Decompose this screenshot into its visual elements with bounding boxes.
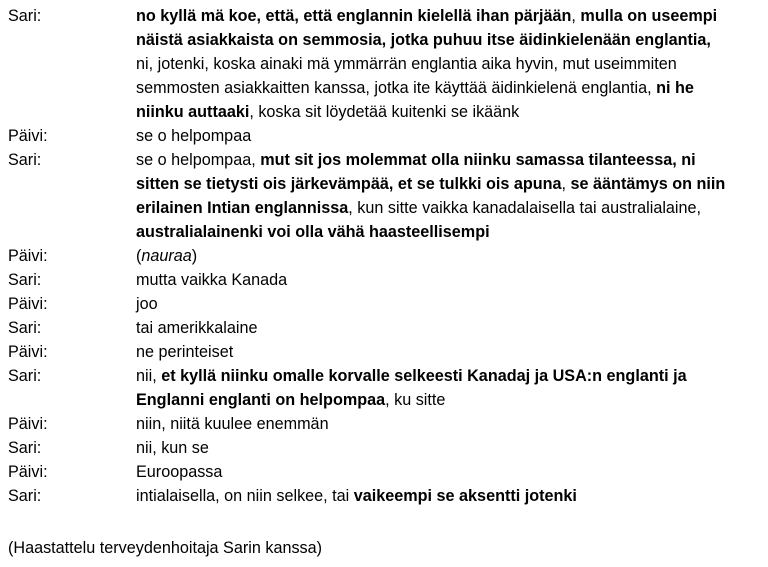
utterance: [136, 316, 764, 340]
utterance: [136, 148, 764, 244]
text-segment: Euroopassa: [136, 463, 223, 481]
emphasized-text: no kyllä mä koe, että, että englannin kielellä ihan pärjään: [136, 7, 572, 25]
utterance: [136, 292, 764, 316]
emphasized-text: Englanni englanti on helpompaa: [136, 391, 386, 409]
utterance: [136, 268, 764, 292]
utterance-line: [136, 292, 764, 316]
emphasized-text: mut sit jos molemmat olla niinku samassa tilanteessa, ni: [260, 151, 696, 169]
speaker-label: Sari:: [8, 487, 42, 505]
utterance-line: [136, 4, 764, 28]
emphasized-text: ni he: [656, 79, 694, 97]
emphasized-text: mulla on useempi: [580, 7, 718, 25]
text-segment: ni, jotenki, koska ainaki mä ymmärrän englantia aika hyvin, mut useimmiten: [136, 55, 677, 73]
text-segment: , ku sitte: [385, 391, 446, 409]
utterance-line: [136, 124, 764, 148]
speaker-label: Päivi:: [8, 295, 48, 313]
text-segment: ,: [571, 7, 581, 25]
emphasized-text: sitten se tietysti ois järkevämpää, et se tulkki ois apuna: [136, 175, 562, 193]
speaker-label: Päivi:: [8, 343, 48, 361]
transcript-turn: [8, 340, 764, 364]
italic-text: nauraa: [141, 247, 192, 265]
transcript-turn: [8, 4, 764, 124]
transcript-turn: [8, 268, 764, 292]
text-segment: se o helpompaa: [136, 127, 252, 145]
text-segment: ,: [561, 175, 571, 193]
utterance-line: [136, 364, 764, 388]
speaker-label: Sari:: [8, 367, 42, 385]
speaker-label: Päivi:: [8, 247, 48, 265]
transcript-turn: [8, 244, 764, 268]
utterance: [136, 244, 764, 268]
transcript-turn: [8, 292, 764, 316]
utterance-line: [136, 460, 764, 484]
emphasized-text: australialainenki voi olla vähä haasteellisempi: [136, 223, 490, 241]
utterance-line: [136, 436, 764, 460]
transcript-turn: [8, 484, 764, 508]
utterance-line: [136, 268, 764, 292]
text-segment: mutta vaikka Kanada: [136, 271, 288, 289]
utterance-line: [136, 28, 764, 52]
speaker-label: Sari:: [8, 319, 42, 337]
emphasized-text: erilainen Intian englannissa: [136, 199, 349, 217]
utterance-line: [136, 52, 764, 76]
text-segment: , kun sitte vaikka kanadalaisella tai australialaine,: [348, 199, 702, 217]
emphasized-text: se ääntämys on niin: [570, 175, 726, 193]
utterance: [136, 4, 764, 124]
utterance: [136, 412, 764, 436]
utterance-line: [136, 148, 764, 172]
text-segment: , koska sit löydetää kuitenki se ikäänk: [249, 103, 520, 121]
utterance-line: [136, 412, 764, 436]
emphasized-text: vaikeempi se aksentti jotenki: [353, 487, 577, 505]
speaker-label: Sari:: [8, 7, 42, 25]
text-segment: se o helpompaa,: [136, 151, 261, 169]
speaker-label: Sari:: [8, 439, 42, 457]
text-segment: ne perinteiset: [136, 343, 234, 361]
speaker-label: Päivi:: [8, 415, 48, 433]
utterance: [136, 460, 764, 484]
utterance: [136, 124, 764, 148]
utterance: [136, 364, 764, 412]
emphasized-text: näistä asiakkaista on semmosia, jotka puhuu itse äidinkielenään englantia,: [136, 31, 711, 49]
utterance: [136, 484, 764, 508]
utterance: [136, 436, 764, 460]
speaker-label: Päivi:: [8, 463, 48, 481]
utterance-line: [136, 100, 764, 124]
transcript-turn: [8, 148, 764, 244]
utterance-line: [136, 172, 764, 196]
text-segment: semmosten asiakkaitten kanssa, jotka ite käyttää äidinkielenä englantia,: [136, 79, 657, 97]
utterance: [136, 340, 764, 364]
text-segment: tai amerikkalaine: [136, 319, 258, 337]
utterance-line: [136, 76, 764, 100]
utterance-line: [136, 340, 764, 364]
transcript-turn: [8, 364, 764, 412]
source-caption: (Haastattelu terveydenhoitaja Sarin kanssa): [8, 539, 323, 557]
emphasized-text: niinku auttaaki: [136, 103, 250, 121]
utterance-line: [136, 196, 764, 220]
utterance-line: [136, 220, 764, 244]
text-segment: nii, kun se: [136, 439, 209, 457]
utterance-line: [136, 388, 764, 412]
text-segment: ): [191, 247, 198, 265]
transcript-turn: [8, 316, 764, 340]
emphasized-text: et kyllä niinku omalle korvalle selkeesti Kanadaj ja USA:n englanti ja: [161, 367, 687, 385]
utterance-line: [136, 244, 764, 268]
transcript-turn: [8, 460, 764, 484]
speaker-label: Sari:: [8, 151, 42, 169]
utterance-line: [136, 316, 764, 340]
text-segment: (: [136, 247, 142, 265]
text-segment: niin, niitä kuulee enemmän: [136, 415, 329, 433]
speaker-label: Sari:: [8, 271, 42, 289]
transcript-turn: [8, 124, 764, 148]
speaker-label: Päivi:: [8, 127, 48, 145]
text-segment: intialaisella, on niin selkee, tai: [136, 487, 354, 505]
text-segment: joo: [136, 295, 158, 313]
utterance-line: [136, 484, 764, 508]
interview-transcript: [8, 4, 764, 508]
transcript-turn: [8, 412, 764, 436]
transcript-turn: [8, 436, 764, 460]
text-segment: nii,: [136, 367, 162, 385]
